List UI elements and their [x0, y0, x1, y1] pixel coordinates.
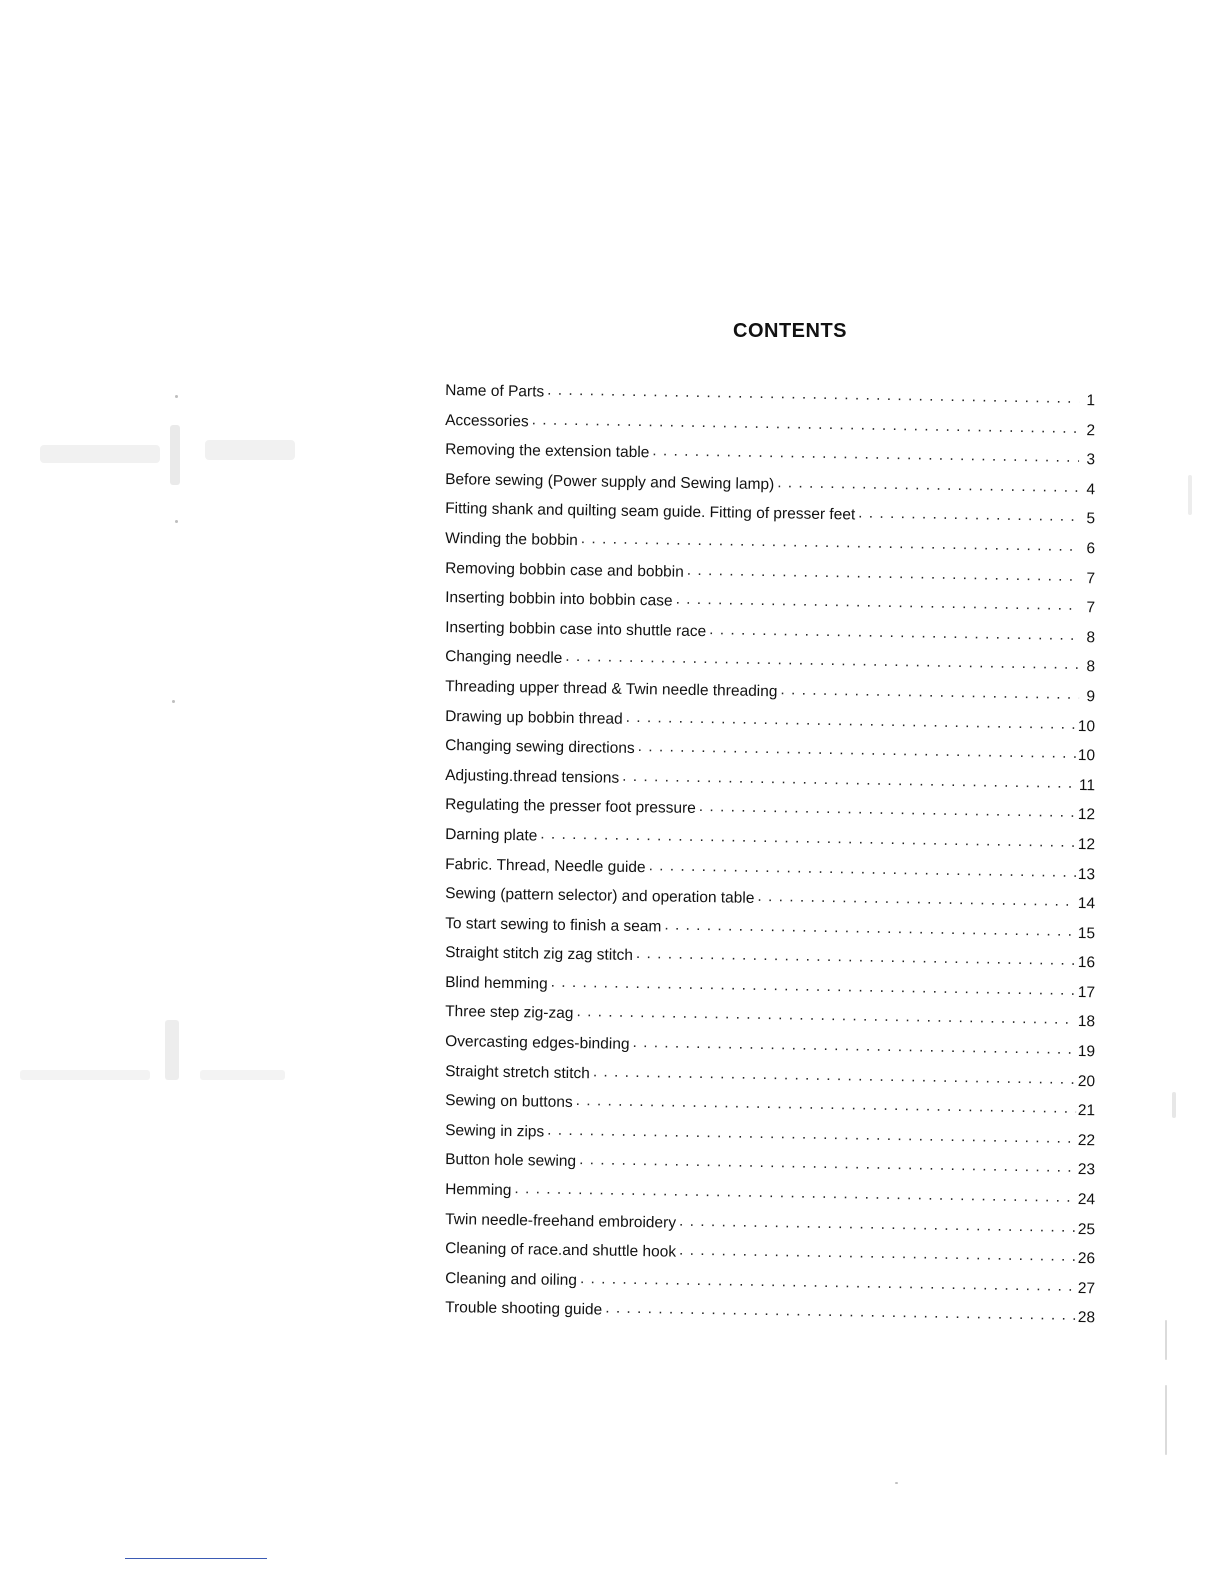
toc-entry-title: Winding the bobbin	[445, 529, 578, 549]
scan-smudge	[20, 1070, 150, 1080]
scan-smudge	[200, 1070, 285, 1080]
scan-speck	[175, 520, 178, 523]
toc-entry-page: 23	[1077, 1160, 1096, 1179]
toc-entry-title: Cleaning and oiling	[445, 1269, 578, 1289]
dot-leader	[679, 1243, 1076, 1265]
scan-smudge	[1188, 475, 1192, 515]
scan-smudge	[170, 425, 180, 485]
toc-entry-title: Regulating the presser foot pressure	[445, 795, 696, 817]
toc-entry-title: Removing bobbin case and bobbin	[445, 559, 684, 580]
toc-entry-page: 8	[1086, 658, 1096, 676]
toc-entry-title: Before sewing (Power supply and Sewing lamp)	[445, 470, 775, 493]
scan-smudge	[1172, 1092, 1176, 1118]
toc-entry-title: Removing the extension table	[445, 440, 650, 461]
scan-speck	[172, 700, 175, 703]
toc-entry-title: Name of Parts	[445, 381, 545, 401]
toc-entry-title: Sewing (pattern selector) and operation table	[445, 884, 755, 907]
dot-leader	[780, 682, 1079, 702]
toc-entry-page: 11	[1078, 776, 1096, 794]
toc-entry-title: Adjusting.thread tensions	[445, 766, 620, 787]
toc-entry-title: Cleaning of race.and shuttle hook	[445, 1239, 677, 1261]
toc-entry-title: Changing needle	[445, 647, 563, 667]
toc-entry-page: 26	[1077, 1249, 1096, 1268]
bottom-rule	[125, 1558, 267, 1559]
table-of-contents	[445, 370, 1096, 1327]
toc-entry-title: Button hole sewing	[445, 1151, 577, 1171]
toc-entry-title: Fitting shank and quilting seam guide. Fitting of presser feet	[445, 499, 856, 524]
toc-entry-page: 4	[1086, 480, 1096, 498]
scan-smudge	[1165, 1385, 1167, 1455]
toc-entry-title: Hemming	[445, 1180, 512, 1199]
toc-entry-title: Blind hemming	[445, 973, 548, 993]
toc-entry-page: 14	[1077, 894, 1096, 912]
toc-entry-page: 18	[1077, 1013, 1096, 1031]
toc-entry-title: Threading upper thread & Twin needle threading	[445, 677, 778, 700]
dot-leader	[605, 1301, 1076, 1324]
toc-entry-page: 19	[1077, 1042, 1096, 1060]
toc-entry-page: 7	[1086, 569, 1096, 587]
toc-entry-title: Darning plate	[445, 825, 538, 844]
page-title: CONTENTS	[733, 320, 847, 342]
toc-entry-page: 16	[1077, 953, 1096, 972]
toc-entry-title: Straight stretch stitch	[445, 1062, 590, 1082]
toc-entry-title: Sewing in zips	[445, 1121, 545, 1140]
toc-entry-title: Trouble shooting guide	[445, 1299, 603, 1319]
toc-entry-page: 7	[1086, 598, 1096, 616]
toc-entry-page: 13	[1077, 865, 1096, 883]
toc-entry-title: Sewing on buttons	[445, 1091, 573, 1111]
toc-entry-page: 21	[1077, 1101, 1096, 1120]
dot-leader	[676, 592, 1080, 614]
toc-entry-page: 15	[1077, 924, 1096, 942]
toc-entry-title: Inserting bobbin case into shuttle race	[445, 618, 707, 640]
toc-entry-title: Accessories	[445, 411, 529, 430]
dot-leader	[777, 475, 1079, 495]
toc-entry-title: Straight stitch zig zag stitch	[445, 943, 634, 964]
toc-entry-title: Changing sewing directions	[445, 736, 635, 757]
toc-entry-page: 3	[1086, 450, 1096, 468]
toc-entry-page: 10	[1077, 717, 1096, 735]
toc-entry-page: 10	[1077, 746, 1096, 764]
toc-entry-page: 6	[1086, 539, 1096, 557]
toc-entry-page: 28	[1077, 1308, 1096, 1327]
toc-entry-title: To start sewing to finish a seam	[445, 914, 662, 935]
toc-entry-page: 12	[1077, 805, 1096, 824]
toc-entry-page: 9	[1086, 687, 1096, 705]
toc-entry-page: 20	[1077, 1072, 1096, 1090]
toc-entry-title: Three step zig-zag	[445, 1003, 574, 1023]
scan-smudge	[40, 445, 160, 463]
scan-smudge	[205, 440, 295, 460]
dot-leader	[858, 506, 1079, 525]
toc-entry-page: 1	[1086, 391, 1096, 409]
toc-entry-title: Inserting bobbin into bobbin case	[445, 588, 673, 610]
dot-leader	[699, 799, 1076, 820]
toc-entry-page: 5	[1086, 510, 1096, 528]
toc-entry-title: Fabric. Thread, Needle guide	[445, 855, 646, 876]
toc-entry-page: 27	[1077, 1279, 1096, 1297]
toc-entry-page: 8	[1086, 628, 1096, 646]
scan-speck	[175, 395, 178, 398]
scan-smudge	[1165, 1320, 1167, 1360]
toc-entry-page: 22	[1077, 1131, 1096, 1149]
toc-entry-page: 12	[1077, 835, 1096, 853]
toc-entry-title: Twin needle-freehand embroidery	[445, 1210, 677, 1231]
scan-smudge	[165, 1020, 179, 1080]
scan-speck	[895, 1482, 898, 1484]
toc-entry-page: 17	[1077, 983, 1096, 1001]
toc-entry-title: Drawing up bobbin thread	[445, 707, 623, 727]
toc-entry-page: 24	[1077, 1190, 1096, 1208]
toc-entry-page: 25	[1077, 1220, 1096, 1238]
toc-entry-page: 2	[1086, 421, 1096, 439]
toc-entry-title: Overcasting edges-binding	[445, 1032, 630, 1053]
dot-leader	[757, 889, 1076, 909]
